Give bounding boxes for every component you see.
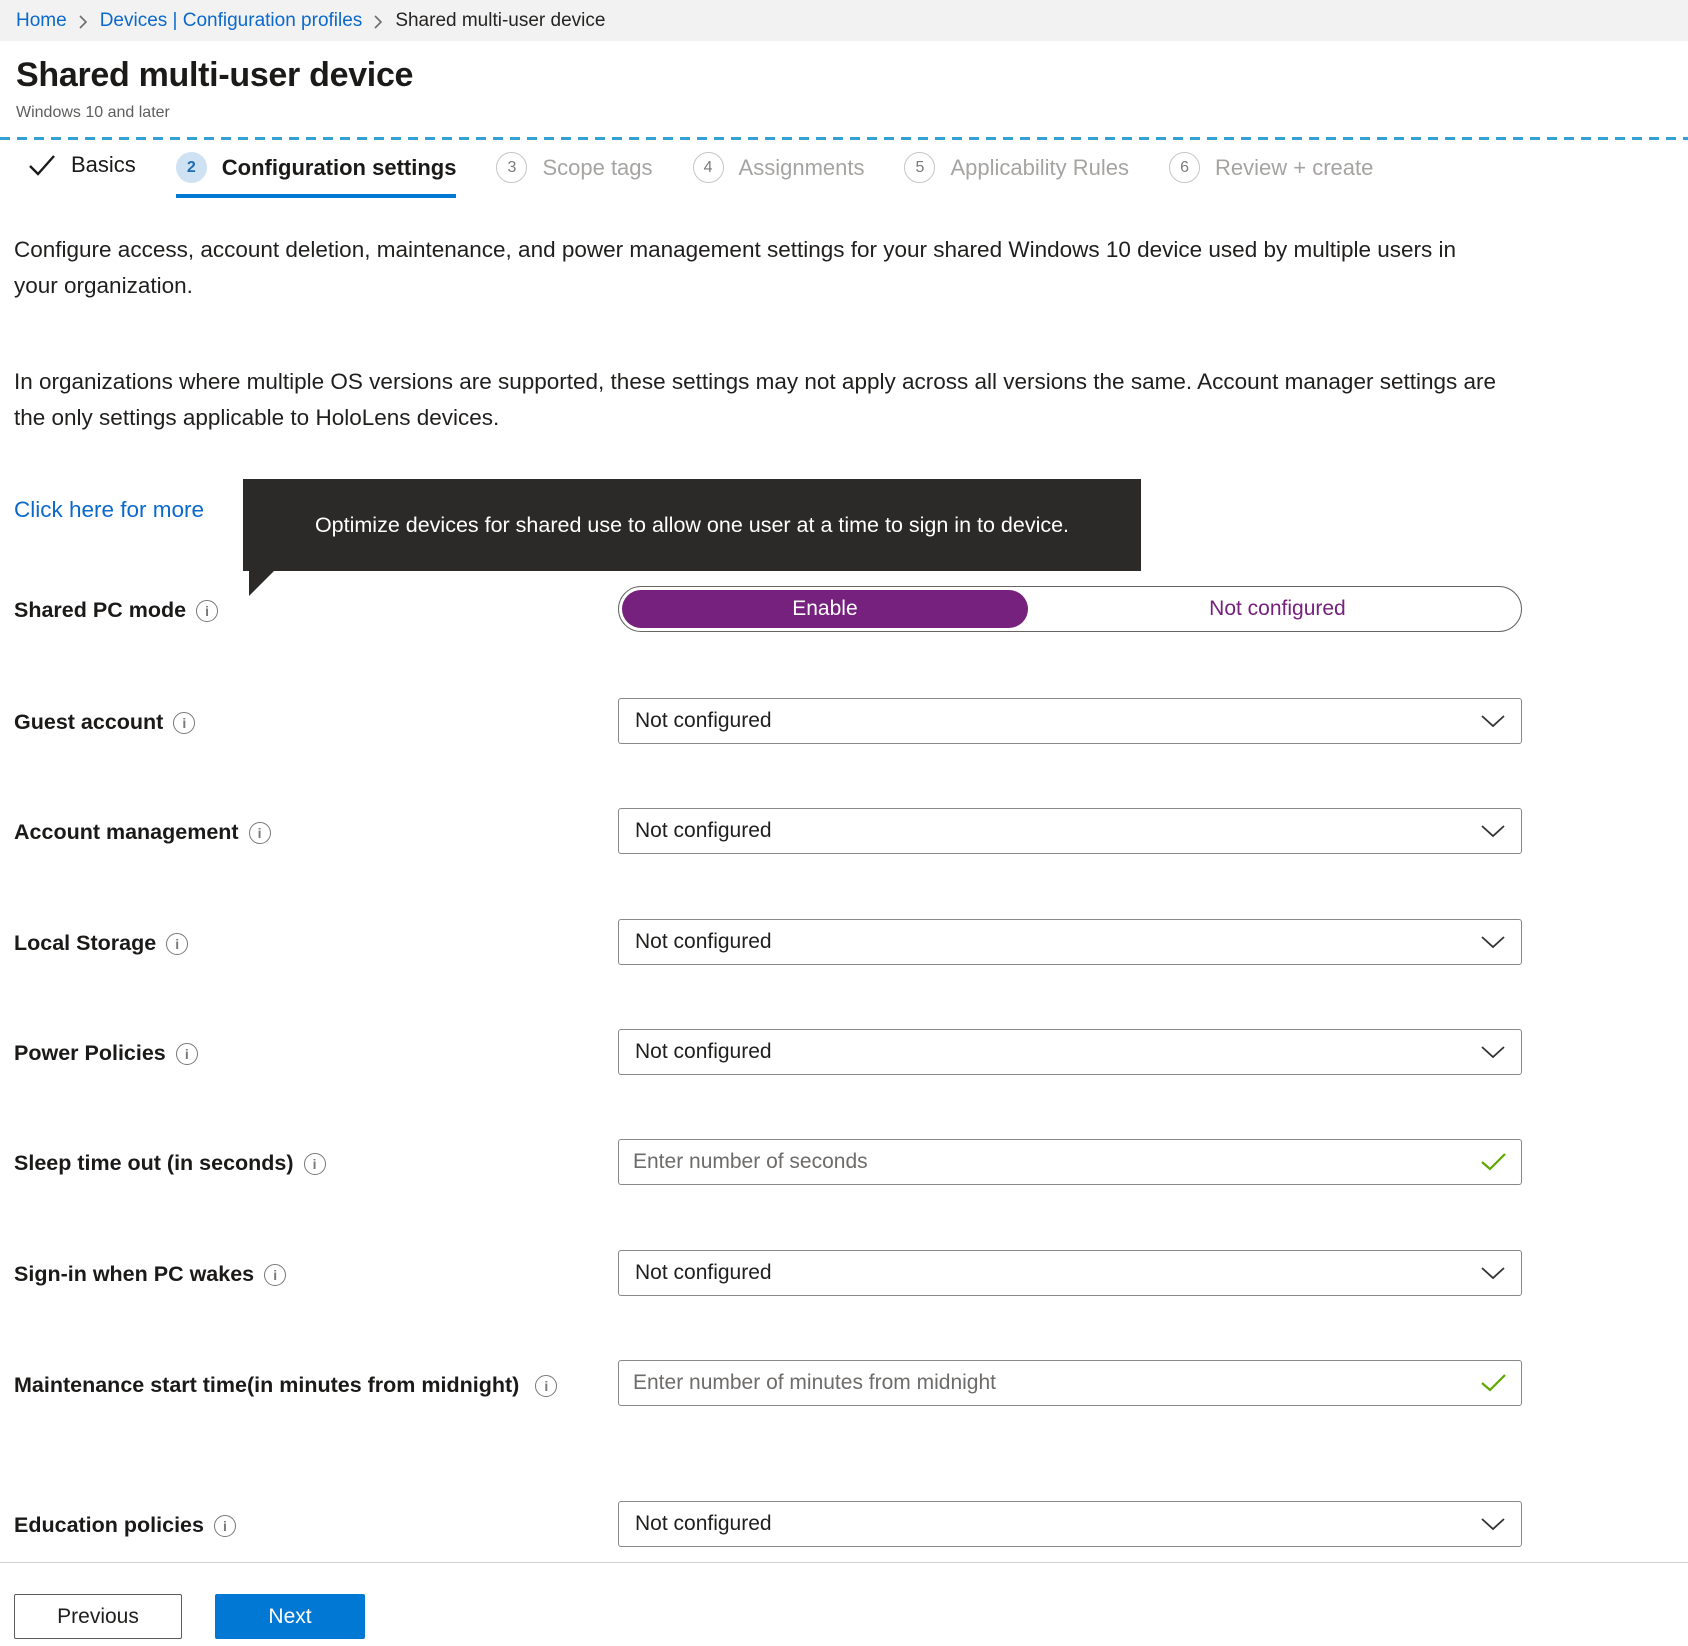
maintenance-start-field[interactable] <box>618 1360 1522 1406</box>
chevron-down-icon <box>1481 1267 1505 1280</box>
field-label-account-management <box>14 820 271 845</box>
previous-button[interactable]: Previous <box>14 1594 182 1639</box>
local-storage-dropdown[interactable] <box>618 919 1522 965</box>
dropdown-value: Not configured <box>635 819 772 842</box>
tooltip-text: Optimize devices for shared use to allow one user at a time to sign in to device. <box>314 512 1070 537</box>
dropdown-value: Not configured <box>635 1040 772 1063</box>
breadcrumb <box>0 0 1688 41</box>
info-icon[interactable]: i <box>264 1264 286 1286</box>
field-label-text: Account management <box>14 820 239 844</box>
chevron-down-icon <box>1481 936 1505 949</box>
field-label-text: Sleep time out (in seconds) <box>14 1151 294 1175</box>
field-label-sleep-timeout <box>14 1151 326 1176</box>
step-number-badge: 2 <box>176 152 207 183</box>
tooltip-tail <box>249 571 274 596</box>
field-label-text: Sign-in when PC wakes <box>14 1262 255 1286</box>
more-info-link[interactable]: Click here for more <box>14 497 205 522</box>
dashed-divider <box>0 137 1688 140</box>
intro-paragraph-2: In organizations where multiple OS versions are supported, these settings may not apply across all versions the same. Account manager settings are the only settings applicable to HoloLens devices. <box>14 369 1497 430</box>
field-label-text: Shared PC mode <box>14 598 187 622</box>
tab-review-create[interactable] <box>1169 152 1373 198</box>
dropdown-value: Not configured <box>635 709 772 732</box>
breadcrumb-chevron-icon <box>374 15 383 29</box>
step-number-badge: 3 <box>496 152 527 183</box>
valid-check-icon <box>1481 1373 1507 1393</box>
field-label-text: Power Policies <box>14 1041 166 1065</box>
chevron-down-icon <box>1481 1046 1505 1059</box>
field-label-shared-pc-mode <box>14 598 218 623</box>
field-label-signin-wakes <box>14 1262 286 1287</box>
tab-assignments[interactable] <box>693 152 865 198</box>
breadcrumb-current: Shared multi-user device <box>395 9 606 31</box>
chevron-down-icon <box>1481 825 1505 838</box>
step-label: Review + create <box>1215 154 1374 180</box>
power-policies-dropdown[interactable] <box>618 1029 1522 1075</box>
step-label: Basics <box>71 152 136 177</box>
info-icon[interactable]: i <box>249 822 271 844</box>
info-icon[interactable]: i <box>173 712 195 734</box>
maintenance-start-input[interactable] <box>633 1371 1481 1395</box>
info-icon[interactable]: i <box>535 1375 557 1397</box>
account-management-dropdown[interactable] <box>618 808 1522 854</box>
shared-pc-mode-toggle[interactable] <box>618 586 1522 632</box>
field-label-text: Maintenance start time(in minutes from midnight) <box>14 1373 520 1397</box>
info-icon[interactable]: i <box>214 1515 236 1537</box>
intro-paragraph-1: Configure access, account deletion, maintenance, and power management settings for your shared Windows 10 device used by multiple users in your organization. <box>14 237 1457 298</box>
valid-check-icon <box>1481 1152 1507 1172</box>
guest-account-dropdown[interactable] <box>618 698 1522 744</box>
shared-pc-mode-tooltip <box>243 479 1141 571</box>
breadcrumb-link-configuration-profiles[interactable]: Devices | Configuration profiles <box>99 9 363 31</box>
field-label-education-policies <box>14 1513 236 1538</box>
info-icon[interactable]: i <box>176 1043 198 1065</box>
tab-configuration-settings[interactable] <box>176 152 457 198</box>
breadcrumb-link-home[interactable]: Home <box>16 9 67 31</box>
education-policies-dropdown[interactable] <box>618 1501 1522 1547</box>
field-label-text: Local Storage <box>14 931 157 955</box>
breadcrumb-chevron-icon <box>79 15 88 29</box>
info-icon[interactable]: i <box>304 1153 326 1175</box>
toggle-option-enable[interactable]: Enable <box>622 590 1028 628</box>
signin-when-pc-wakes-dropdown[interactable] <box>618 1250 1522 1296</box>
step-number-badge: 5 <box>904 152 935 183</box>
wizard-steps <box>28 152 1373 198</box>
step-number-badge: 4 <box>693 152 724 183</box>
chevron-down-icon <box>1481 715 1505 728</box>
page-title: Shared multi-user device <box>16 56 414 94</box>
field-label-text: Guest account <box>14 710 164 734</box>
step-label: Assignments <box>738 154 865 180</box>
dropdown-value: Not configured <box>635 1512 772 1535</box>
footer-divider <box>0 1562 1688 1563</box>
field-label-maintenance-start <box>14 1368 614 1402</box>
step-number-badge: 6 <box>1169 152 1200 183</box>
toggle-option-not-configured[interactable]: Not configured <box>1209 597 1346 620</box>
field-label-text: Education policies <box>14 1513 204 1537</box>
dropdown-value: Not configured <box>635 930 772 953</box>
sleep-timeout-field[interactable] <box>618 1139 1522 1185</box>
step-check-icon <box>28 154 56 176</box>
field-label-local-storage <box>14 931 188 956</box>
tab-scope-tags[interactable] <box>496 152 652 198</box>
step-label: Applicability Rules <box>950 154 1130 180</box>
tab-applicability-rules[interactable] <box>904 152 1129 198</box>
sleep-timeout-input[interactable] <box>633 1150 1481 1174</box>
info-icon[interactable]: i <box>196 600 218 622</box>
field-label-guest-account <box>14 710 195 735</box>
chevron-down-icon <box>1481 1518 1505 1531</box>
dropdown-value: Not configured <box>635 1261 772 1284</box>
info-icon[interactable]: i <box>166 933 188 955</box>
tab-basics[interactable] <box>28 152 136 193</box>
step-label: Configuration settings <box>221 154 457 180</box>
field-label-power-policies <box>14 1041 198 1066</box>
next-button[interactable]: Next <box>215 1594 365 1639</box>
step-label: Scope tags <box>542 154 653 180</box>
page-subtitle: Windows 10 and later <box>16 104 170 121</box>
